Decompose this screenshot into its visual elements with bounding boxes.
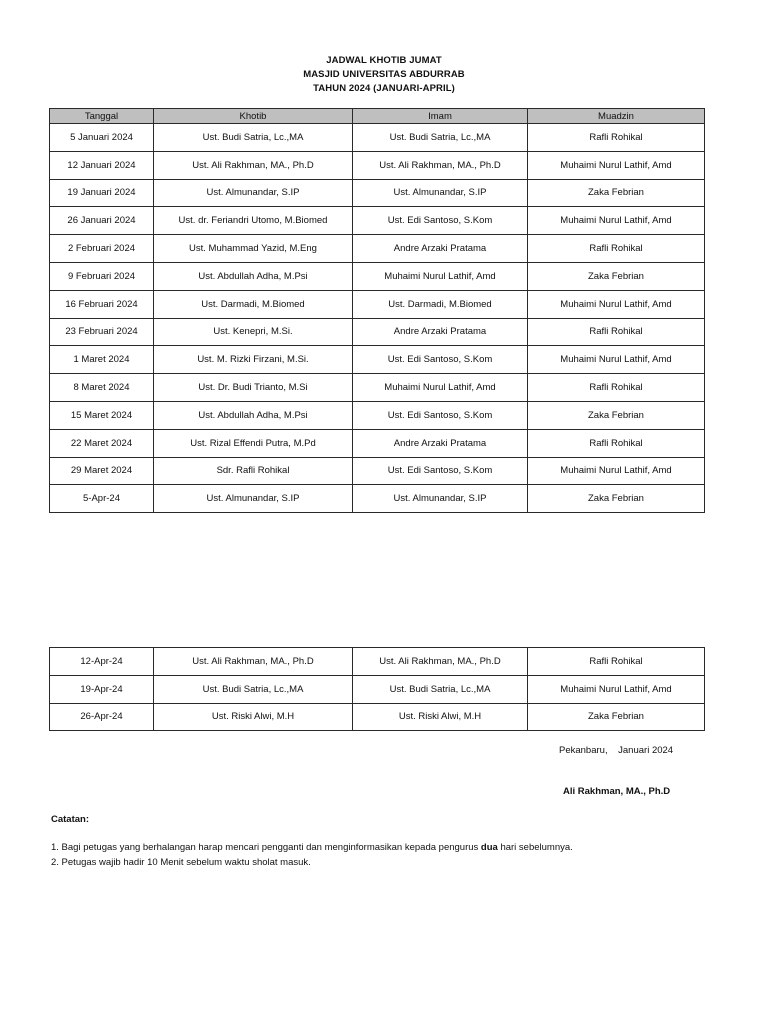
cell-khotib: Ust. Budi Satria, Lc.,MA	[154, 124, 353, 152]
cell-tanggal: 15 Maret 2024	[50, 401, 154, 429]
cell-tanggal: 29 Maret 2024	[50, 457, 154, 485]
cell-khotib: Ust. Rizal Effendi Putra, M.Pd	[154, 429, 353, 457]
cell-imam: Ust. Darmadi, M.Biomed	[353, 290, 528, 318]
cell-khotib: Ust. Ali Rakhman, MA., Ph.D	[154, 151, 353, 179]
cell-imam: Ust. Edi Santoso, S.Kom	[353, 401, 528, 429]
table-row	[50, 124, 705, 152]
document-title	[0, 54, 768, 96]
cell-muadzin: Muhaimi Nurul Lathif, Amd	[528, 346, 705, 374]
cell-khotib: Ust. Ali Rakhman, MA., Ph.D	[154, 648, 353, 676]
cell-muadzin: Rafli Rohikal	[528, 124, 705, 152]
column-header-imam: Imam	[353, 109, 528, 124]
cell-imam: Ust. Riski Alwi, M.H	[353, 703, 528, 731]
cell-muadzin: Zaka Febrian	[528, 179, 705, 207]
cell-khotib: Ust. Dr. Budi Trianto, M.Si	[154, 374, 353, 402]
column-header-muadzin: Muadzin	[528, 109, 705, 124]
cell-muadzin: Muhaimi Nurul Lathif, Amd	[528, 675, 705, 703]
title-line-2: MASJID UNIVERSITAS ABDURRAB	[303, 69, 465, 80]
cell-khotib: Ust. Riski Alwi, M.H	[154, 703, 353, 731]
table-row	[50, 703, 705, 731]
cell-tanggal: 2 Februari 2024	[50, 235, 154, 263]
cell-muadzin: Zaka Febrian	[528, 703, 705, 731]
table-row	[50, 401, 705, 429]
column-header-tanggal: Tanggal	[50, 109, 154, 124]
table-row	[50, 235, 705, 263]
table-row	[50, 648, 705, 676]
cell-tanggal: 22 Maret 2024	[50, 429, 154, 457]
table-row	[50, 262, 705, 290]
cell-imam: Ust. Edi Santoso, S.Kom	[353, 457, 528, 485]
cell-imam: Ust. Edi Santoso, S.Kom	[353, 346, 528, 374]
cell-tanggal: 9 Februari 2024	[50, 262, 154, 290]
schedule-table-body	[50, 124, 705, 513]
cell-tanggal: 5-Apr-24	[50, 485, 154, 513]
cell-imam: Ust. Budi Satria, Lc.,MA	[353, 124, 528, 152]
note-1-emphasis: dua	[480, 842, 498, 853]
cell-khotib: Ust. Almunandar, S.IP	[154, 485, 353, 513]
cell-imam: Muhaimi Nurul Lathif, Amd	[353, 262, 528, 290]
cell-imam: Muhaimi Nurul Lathif, Amd	[353, 374, 528, 402]
cell-muadzin: Rafli Rohikal	[528, 374, 705, 402]
cell-khotib: Ust. dr. Feriandri Utomo, M.Biomed	[154, 207, 353, 235]
cell-muadzin: Muhaimi Nurul Lathif, Amd	[528, 207, 705, 235]
table-row	[50, 346, 705, 374]
cell-tanggal: 12 Januari 2024	[50, 151, 154, 179]
table-row	[50, 151, 705, 179]
cell-khotib: Ust. Muhammad Yazid, M.Eng	[154, 235, 353, 263]
cell-tanggal: 1 Maret 2024	[50, 346, 154, 374]
column-header-khotib: Khotib	[154, 109, 353, 124]
cell-muadzin: Muhaimi Nurul Lathif, Amd	[528, 151, 705, 179]
table-row	[50, 429, 705, 457]
cell-tanggal: 16 Februari 2024	[50, 290, 154, 318]
cell-tanggal: 26-Apr-24	[50, 703, 154, 731]
title-line-3: TAHUN 2024 (JANUARI-APRIL)	[313, 83, 455, 94]
cell-imam: Ust. Ali Rakhman, MA., Ph.D	[353, 648, 528, 676]
cell-muadzin: Rafli Rohikal	[528, 235, 705, 263]
cell-khotib: Ust. Budi Satria, Lc.,MA	[154, 675, 353, 703]
cell-imam: Andre Arzaki Pratama	[353, 429, 528, 457]
cell-tanggal: 5 Januari 2024	[50, 124, 154, 152]
cell-khotib: Ust. Kenepri, M.Si.	[154, 318, 353, 346]
cell-muadzin: Zaka Febrian	[528, 485, 705, 513]
cell-tanggal: 23 Februari 2024	[50, 318, 154, 346]
table-row	[50, 675, 705, 703]
note-1-text-end: hari sebelumnya.	[497, 842, 573, 853]
cell-muadzin: Rafli Rohikal	[528, 318, 705, 346]
signature-name: Ali Rakhman, MA., Ph.D	[563, 786, 671, 797]
cell-khotib: Sdr. Rafli Rohikal	[154, 457, 353, 485]
cell-imam: Ust. Ali Rakhman, MA., Ph.D	[353, 151, 528, 179]
cell-khotib: Ust. Almunandar, S.IP	[154, 179, 353, 207]
cell-muadzin: Muhaimi Nurul Lathif, Amd	[528, 290, 705, 318]
title-line-1: JADWAL KHOTIB JUMAT	[326, 55, 442, 66]
table-row	[50, 318, 705, 346]
schedule-table	[49, 108, 705, 513]
table-row	[50, 207, 705, 235]
cell-khotib: Ust. Darmadi, M.Biomed	[154, 290, 353, 318]
table-row	[50, 179, 705, 207]
cell-khotib: Ust. Abdullah Adha, M.Psi	[154, 401, 353, 429]
cell-tanggal: 26 Januari 2024	[50, 207, 154, 235]
cell-imam: Ust. Budi Satria, Lc.,MA	[353, 675, 528, 703]
table-row	[50, 374, 705, 402]
table-row	[50, 485, 705, 513]
cell-muadzin: Rafli Rohikal	[528, 648, 705, 676]
schedule-table-continued-body	[50, 648, 705, 731]
cell-imam: Ust. Almunandar, S.IP	[353, 179, 528, 207]
cell-imam: Andre Arzaki Pratama	[353, 235, 528, 263]
cell-muadzin: Zaka Febrian	[528, 401, 705, 429]
cell-imam: Ust. Edi Santoso, S.Kom	[353, 207, 528, 235]
table-header-row	[50, 109, 705, 124]
cell-tanggal: 12-Apr-24	[50, 648, 154, 676]
schedule-table-continued	[49, 647, 705, 731]
note-1-text-start: 1. Bagi petugas yang berhalangan harap mencari pengganti dan menginformasikan kepada pengurus	[51, 842, 481, 853]
cell-muadzin: Rafli Rohikal	[528, 429, 705, 457]
cell-tanggal: 19-Apr-24	[50, 675, 154, 703]
cell-khotib: Ust. Abdullah Adha, M.Psi	[154, 262, 353, 290]
cell-imam: Ust. Almunandar, S.IP	[353, 485, 528, 513]
table-row	[50, 457, 705, 485]
note-1	[51, 842, 573, 853]
note-2: 2. Petugas wajib hadir 10 Menit sebelum waktu sholat masuk.	[51, 857, 311, 868]
table-row	[50, 290, 705, 318]
cell-muadzin: Muhaimi Nurul Lathif, Amd	[528, 457, 705, 485]
cell-tanggal: 19 Januari 2024	[50, 179, 154, 207]
cell-tanggal: 8 Maret 2024	[50, 374, 154, 402]
cell-imam: Andre Arzaki Pratama	[353, 318, 528, 346]
cell-khotib: Ust. M. Rizki Firzani, M.Si.	[154, 346, 353, 374]
cell-muadzin: Zaka Febrian	[528, 262, 705, 290]
signature-place-date: Pekanbaru, Januari 2024	[559, 745, 674, 756]
notes-title: Catatan:	[51, 814, 90, 825]
